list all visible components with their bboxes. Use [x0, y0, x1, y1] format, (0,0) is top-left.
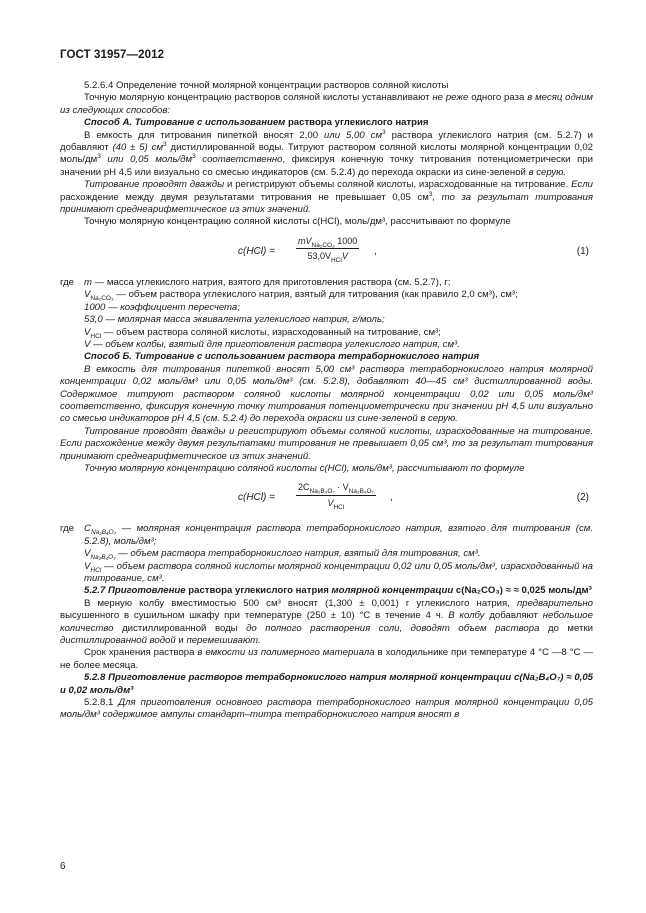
formula-2: c(HCl) = $2C_{Na_2B_4O_7} \cdot V_{Na_2B_4O_7}$ $V_{HCl}$ , (2) — [238, 482, 589, 511]
formula-1-definitions — [60, 277, 593, 351]
formula-2-number: (2) — [576, 492, 589, 504]
definition-row: 53,0 — молярная масса эквивалента углекислого натрия, г/моль; — [84, 314, 385, 326]
definition-row: где m — масса углекислого натрия, взятого для приготовления раствора (см. 5.2.7), г; — [60, 276, 451, 288]
formula-2-fraction — [296, 481, 376, 509]
section-5-2-7-heading: 5.2.7 Приготовление раствора углекислого натрия молярной концентрации c(Na₂CO₃) ≈ ≈ 0,025 моль/дм³ — [84, 585, 592, 597]
definition-row: V — объем колбы, взятый для приготовления раствора углекислого натрия, см³. — [84, 338, 460, 350]
method-a-paragraph-2: Титрование проводят дважды и регистрируют объемы соляной кислоты, израсходованные на титрование. Если расхождение между двумя результатами титрования не превышает 0,05 $см^3$, то за результат титрования принимают среднеарифметическое из этих значений. — [60, 179, 594, 216]
definition-row: где $C_{Na_2B_4O_7}$ — молярная концентрация раствора тетраборнокислого натрия, взятого для титрования (см. 5.2.8), моль/дм³; — [60, 523, 593, 547]
definition-row: $V_{Na_2B_4O_7}$ — объем раствора тетраборнокислого натрия, взятый для титрования, см³. — [84, 548, 481, 562]
page-header: ГОСТ 31957—2012 — [60, 49, 165, 61]
section-5-2-8-heading: 5.2.8 Приготовление растворов тетраборнокислого натрия молярной концентрации c(Na₂B₄O₇) ≈ 0,05 и 0,02 моль/дм³ — [60, 672, 593, 696]
formula-1-lhs: c(HCl) = — [238, 245, 275, 257]
section-5-2-7-paragraph-1: В мерную колбу вместимостью 500 см³ вносят (1,300 ± 0,001) г углекислого натрия, предварительно высушенного в сушильном шкафу при температуре (250 ± 10) °С в течение 4 ч. В колбу добавляют небольшое количество дистиллированной воды до полного растворения соли, доводят объем раствора до метки дистиллированной водой и перемешивают. — [60, 597, 593, 647]
formula-1-denominator: $53,0V_{HCl}V$ — [307, 251, 348, 265]
formula-2-numerator: $2C_{Na_2B_4O_7} \cdot V_{Na_2B_4O_7}$ — [298, 482, 374, 496]
definition-row: 1000 — коэффициент пересчета; — [84, 301, 240, 313]
method-b-paragraph-1: В емкость для титрования пипеткой вносят 5,00 см³ раствора тетраборнокислого натрия молярной концентрации 0,02 моль/дм³ или 0,05 моль/дм³ (см. 5.2.8), добавляют 40—45 см³ дистиллированной воды. Содержимое титруют раствором соляной кислоты молярной концентрации 0,02 или 0,05 моль/дм³ соответственно, фиксируя конечную точку титрования потенциометрически при значении pH 4,5 или визуально со смесью индикаторов pH 4,5 (см. 5.2.4) до перехода окраски из сине-зеленой в серую. — [60, 363, 593, 425]
formula-2-definitions — [60, 523, 593, 585]
formula-1: c(HCl) = $mV_{Na_2CO_3}$ 1000 $53,0V_{HCl}V$ , (1) — [238, 235, 589, 265]
formula-1-fraction — [296, 235, 359, 263]
page-number: 6 — [60, 861, 66, 872]
definition-row: $V_{HCl}$ — объем раствора соляной кислоты, израсходованный на титрование, см³; — [84, 326, 441, 340]
definition-row: $V_{Na_2CO_3}$ — объем раствора углекислого натрия, взятый для титрования (как правило 2,0 см³), см³; — [84, 289, 518, 303]
formula-1-numerator: $mV_{Na_2CO_3}$ 1000 — [298, 235, 358, 249]
method-b-heading: Способ Б. Титрование с использованием раствора тетраборнокислого натрия — [84, 351, 480, 363]
method-b-paragraph-2: Титрование проводят дважды и регистрируют объемы соляной кислоты, израсходованные на титрование. Если расхождение между двумя результатами титрования не превышает 0,05 см³, то за результат титрования принимают среднеарифметическое из этих значений. — [60, 425, 593, 462]
formula-1-number: (1) — [576, 245, 589, 257]
section-5-2-8-1-paragraph: 5.2.8.1 Для приготовления основного раствора тетраборнокислого натрия молярной концентрации 0,05 моль/дм³ содержимое ампулы стандарт–титра тетраборнокислого натрия вносят в — [60, 697, 593, 721]
method-a-heading: Способ А. Титрование с использованием раствора углекислого натрия — [84, 117, 429, 129]
section-5-2-6-4-heading: 5.2.6.4 Определение точной молярной концентрации растворов соляной кислоты — [84, 80, 449, 91]
section-5-2-7-paragraph-2: Срок хранения раствора в емкости из полимерного материала в холодильнике при температуре 4 °С —8 °С — не более месяца. — [60, 647, 593, 671]
page-content — [60, 80, 593, 722]
method-b-paragraph-3: Точную молярную концентрацию соляной кислоты c(HCl), моль/дм³, рассчитывают по формуле — [84, 462, 525, 474]
definition-row: $V_{HCl}$ — объем раствора соляной кислоты молярной концентрации 0,02 или 0,05 моль/дм³, израсходованный на титрование, см³. — [84, 560, 593, 584]
formula-2-denominator: $V_{HCl}$ — [327, 497, 345, 511]
formula-2-lhs: c(HCl) = — [238, 492, 275, 504]
paragraph-intro: Точную молярную концентрацию растворов соляной кислоты устанавливают не реже одного раза в месяц одним из следующих способов: — [60, 92, 594, 116]
method-a-paragraph-1: В емкость для титрования пипеткой вносят 2,00 или 5,00 $см^3$ раствора углекислого натрия (см. 5.2.7) и добавляют (40 ± 5) $см^3$ дистиллированной воды. Титруют раствором соляной кислоты молярной концентрации 0,02 моль/$дм^3$ или 0,05 моль/$дм^3$ соответственно, фиксируя конечную точку титрования потенциометрически при значении pH 4,5 или визуально со смесью индикаторов (см. 5.2.4) до перехода окраски из сине-зеленой в серую. — [60, 128, 593, 178]
method-a-paragraph-3: Точную молярную концентрацию соляной кислоты c(HCl), моль/дм³, рассчитывают по формуле — [84, 216, 511, 228]
